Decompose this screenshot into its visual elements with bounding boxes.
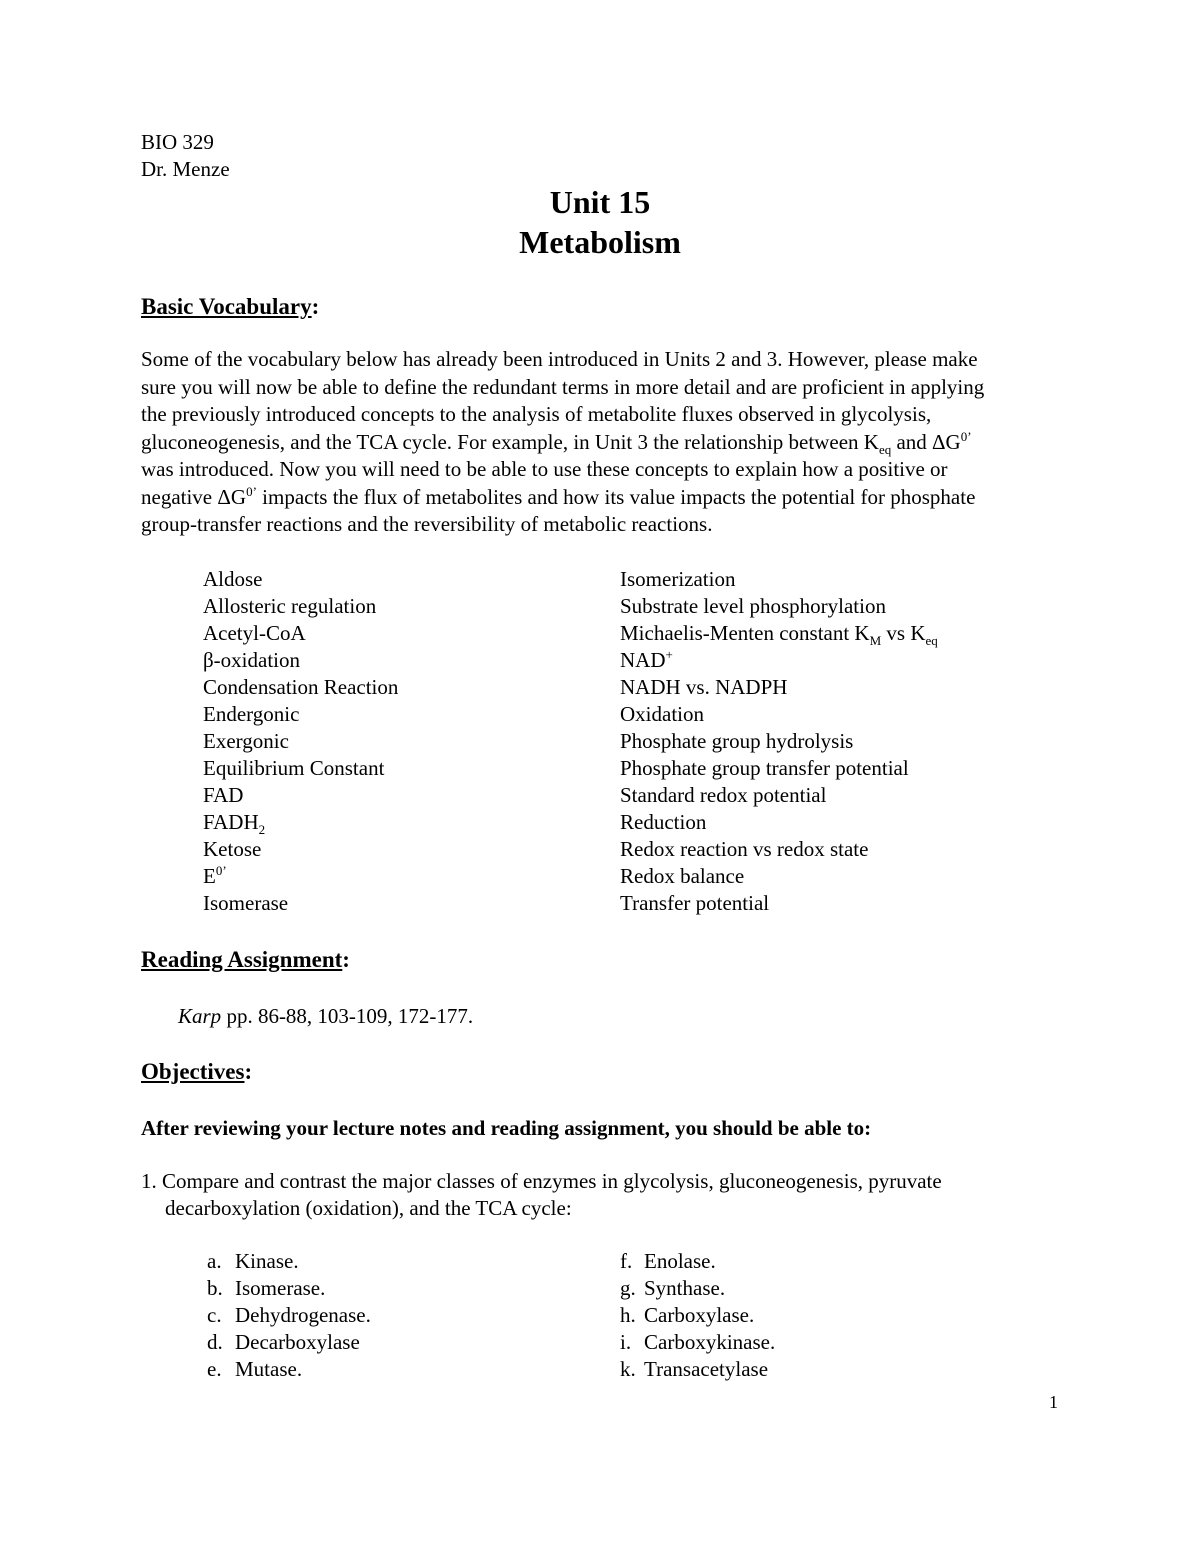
enzyme-item	[620, 1248, 775, 1275]
objective-item-line: 1. Compare and contrast the major classes of enzymes in glycolysis, gluconeogenesis, pyruvate	[141, 1169, 942, 1193]
enzyme-item	[207, 1302, 371, 1329]
vocab-term-text: vs K	[881, 621, 926, 645]
intro-text: negative ΔG	[141, 484, 247, 509]
vocab-term: Oxidation	[620, 702, 704, 726]
intro-line: group-transfer reactions and the reversibility of metabolic reactions.	[141, 512, 713, 536]
enzyme-letter: a.	[207, 1249, 222, 1273]
enzyme-letter: k.	[620, 1357, 636, 1381]
enzyme-list-left	[207, 1248, 371, 1383]
delta-g-superscript: 0’	[960, 428, 972, 444]
e-superscript: 0’	[215, 863, 227, 878]
vocab-term	[620, 620, 938, 647]
keq-subscript: eq	[925, 633, 938, 649]
vocab-term: Condensation Reaction	[203, 675, 399, 699]
enzyme-name: Carboxylase.	[644, 1303, 755, 1327]
enzyme-name: Transacetylase	[644, 1357, 769, 1381]
vocab-term: Allosteric regulation	[203, 594, 377, 618]
intro-line: sure you will now be able to define the redundant terms in more detail and are proficient in applying	[141, 374, 985, 399]
reading-pages: pp. 86-88, 103-109, 172-177.	[221, 1004, 474, 1028]
enzyme-letter: g.	[620, 1276, 636, 1300]
vocabulary-left-column	[203, 566, 398, 917]
vocabulary-heading	[141, 293, 319, 321]
vocab-term: β-oxidation	[203, 648, 301, 672]
intro-line	[141, 429, 1061, 457]
enzyme-item	[620, 1302, 775, 1329]
enzyme-name: Synthase.	[644, 1276, 726, 1300]
reading-assignment	[178, 1003, 473, 1029]
enzyme-name: Isomerase.	[235, 1276, 326, 1300]
reading-heading-text: Reading Assignment	[141, 947, 343, 972]
instructor-name: Dr. Menze	[141, 157, 230, 181]
textbook-title: Karp	[178, 1004, 222, 1028]
vocab-term: FAD	[203, 783, 244, 807]
vocab-term: Ketose	[203, 837, 262, 861]
km-subscript: M	[869, 633, 882, 649]
enzyme-list-right	[620, 1248, 775, 1383]
page-number: 1	[1049, 1392, 1058, 1412]
intro-line: the previously introduced concepts to the analysis of metabolite fluxes observed in glycolysis,	[141, 402, 932, 426]
objectives-heading	[141, 1058, 252, 1086]
vocab-term: Substrate level phosphorylation	[620, 594, 886, 618]
vocab-term: Equilibrium Constant	[203, 756, 385, 780]
enzyme-item	[207, 1356, 371, 1383]
enzyme-letter: c.	[207, 1303, 222, 1327]
vocab-term	[203, 863, 398, 890]
intro-line	[141, 484, 1061, 512]
reading-heading-colon: :	[342, 947, 350, 972]
objective-item-line: decarboxylation (oxidation), and the TCA cycle:	[165, 1195, 572, 1220]
vocab-term	[620, 647, 938, 674]
vocabulary-right-column	[620, 566, 938, 917]
enzyme-item	[207, 1248, 371, 1275]
vocab-term-text: FADH	[203, 810, 259, 834]
enzyme-name: Carboxykinase.	[644, 1330, 776, 1354]
vocab-term-text: NAD	[620, 648, 666, 672]
enzyme-item	[207, 1329, 371, 1356]
enzyme-name: Dehydrogenase.	[235, 1303, 371, 1327]
vocabulary-intro	[141, 346, 1061, 539]
keq-subscript: eq	[878, 441, 892, 457]
vocab-term: Standard redox potential	[620, 783, 827, 807]
vocab-term: NADH vs. NADPH	[620, 675, 788, 699]
intro-text: impacts the flux of metabolites and how its value impacts the potential for phosphate	[256, 484, 976, 509]
vocab-term	[203, 809, 398, 836]
enzyme-name: Enolase.	[644, 1249, 716, 1273]
vocab-term: Isomerase	[203, 891, 289, 915]
vocab-term: Isomerization	[620, 567, 736, 591]
vocab-term-text: E	[203, 864, 216, 888]
enzyme-item	[207, 1275, 371, 1302]
unit-title: Unit 15	[549, 184, 651, 220]
enzyme-item	[620, 1356, 775, 1383]
intro-line: was introduced. Now you will need to be able to use these concepts to explain how a positive or	[141, 457, 948, 481]
vocabulary-heading-colon: :	[311, 294, 320, 319]
intro-text: gluconeogenesis, and the TCA cycle. For example, in Unit 3 the relationship between K	[141, 429, 879, 454]
enzyme-letter: h.	[620, 1303, 636, 1327]
objectives-heading-colon: :	[244, 1059, 253, 1084]
vocab-term: Endergonic	[203, 702, 300, 726]
vocab-term: Reduction	[620, 810, 707, 834]
vocab-term: Acetyl-CoA	[203, 621, 306, 645]
enzyme-letter: i.	[620, 1330, 632, 1354]
vocab-term: Transfer potential	[620, 891, 770, 915]
intro-line: Some of the vocabulary below has already been introduced in Units 2 and 3. However, please make	[141, 347, 978, 371]
vocab-term: Exergonic	[203, 729, 289, 753]
enzyme-item	[620, 1275, 775, 1302]
vocabulary-heading-text: Basic Vocabulary	[141, 294, 312, 319]
enzyme-letter: d.	[207, 1330, 223, 1354]
enzyme-name: Decarboxylase	[235, 1330, 360, 1354]
unit-topic: Metabolism	[519, 224, 681, 260]
reading-heading	[141, 946, 350, 974]
enzyme-name: Kinase.	[235, 1249, 299, 1273]
enzyme-letter: b.	[207, 1276, 223, 1300]
enzyme-item	[620, 1329, 775, 1356]
enzyme-name: Mutase.	[235, 1357, 303, 1381]
intro-text: and ΔG	[891, 429, 961, 454]
vocab-term: Aldose	[203, 567, 263, 591]
delta-g-superscript: 0’	[246, 483, 257, 499]
enzyme-letter: f.	[620, 1249, 633, 1273]
objectives-lead: After reviewing your lecture notes and reading assignment, you should be able to:	[141, 1116, 872, 1140]
objectives-heading-text: Objectives	[141, 1059, 245, 1084]
objective-item-1	[141, 1168, 942, 1221]
enzyme-letter: e.	[207, 1357, 222, 1381]
vocab-term: Phosphate group transfer potential	[620, 756, 909, 780]
vocab-term-text: Michaelis-Menten constant K	[620, 621, 870, 645]
vocab-term: Phosphate group hydrolysis	[620, 729, 854, 753]
vocab-term: Redox balance	[620, 864, 745, 888]
nad-superscript: +	[665, 647, 673, 662]
course-code: BIO 329	[141, 130, 214, 154]
fadh-subscript: 2	[258, 822, 266, 838]
vocab-term: Redox reaction vs redox state	[620, 837, 869, 861]
